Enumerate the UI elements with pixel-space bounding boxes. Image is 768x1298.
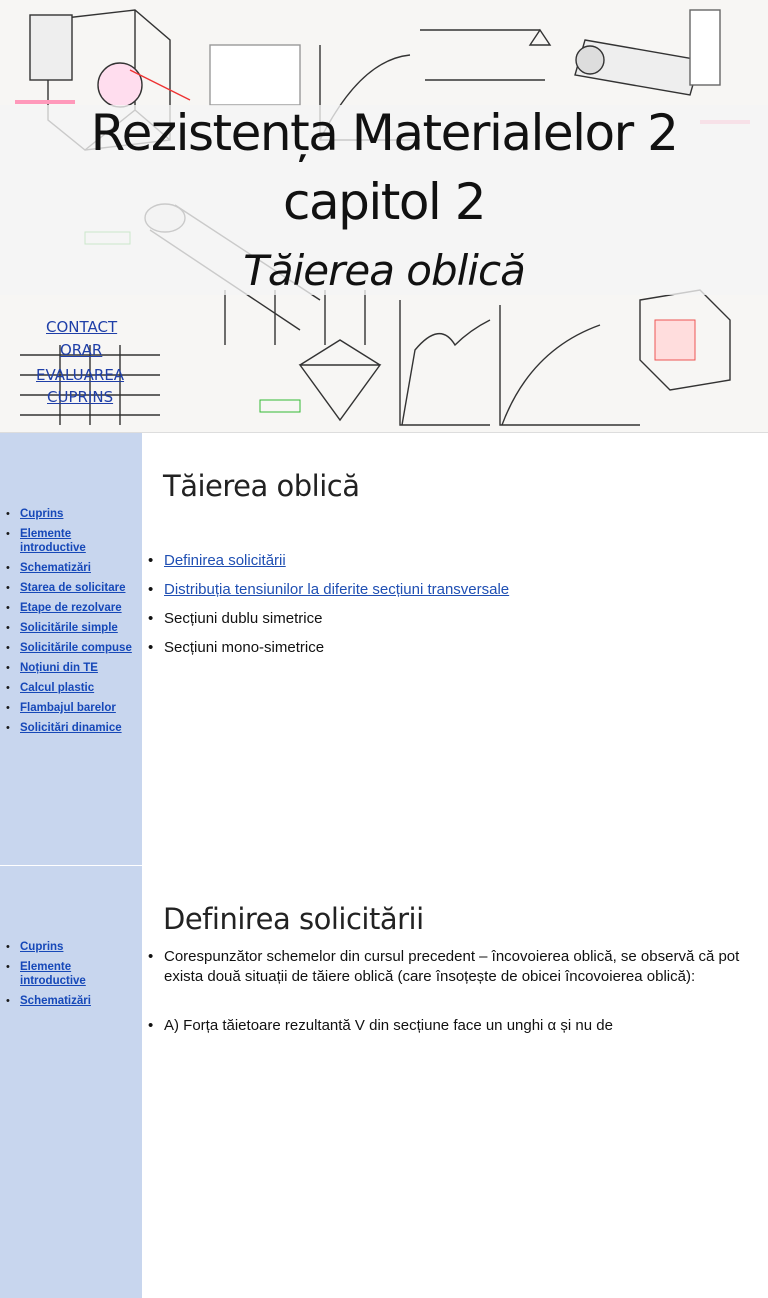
slide-title-line2: capitol 2 (282, 173, 486, 231)
sidebar-item (6, 994, 138, 1008)
sidebar-link-compuse[interactable]: Solicitările compuse (20, 642, 132, 654)
bullet-item: • Distribuția tensiunilor la diferite secțiuni transversale (148, 581, 510, 598)
contact-link[interactable]: CONTACT (46, 318, 118, 336)
sidebar-link-simple[interactable]: Solicitările simple (20, 622, 118, 634)
contents-slide (0, 433, 768, 865)
cuprins-link[interactable]: CUPRINS (47, 388, 114, 406)
sidebar-item (6, 701, 138, 715)
sidebar-item (6, 601, 138, 615)
sidebar-link-schematizari[interactable]: Schematizări (20, 562, 91, 574)
sidebar-nav (6, 940, 138, 1014)
sidebar-link-cuprins[interactable]: Cuprins (20, 941, 64, 953)
bullet-text: A) Forța tăietoare rezultantă V din secțiune face un unghi α și nu de (164, 1017, 613, 1034)
sidebar-link-notiuni[interactable]: Noțiuni din TE (20, 662, 98, 674)
title-slide (0, 0, 768, 433)
sidebar-item (6, 681, 138, 695)
sidebar-item (6, 661, 138, 675)
sidebar-link-calcul[interactable]: Calcul plastic (20, 682, 95, 694)
sidebar-link-dinamice[interactable]: Solicitări dinamice (20, 722, 122, 734)
bullet-item: • Corespunzător schemelor din cursul precedent – încovoierea oblică, se observă că pot exista două situații de tăiere oblică (care însoțește de obicei încovoierea oblică): (148, 947, 748, 987)
bullet-item: • Secțiuni mono-simetrice (148, 638, 748, 658)
bullet-item: • A) Forța tăietoare rezultantă V din secțiune face un unghi α și nu de (148, 1016, 748, 1036)
sidebar-item (6, 581, 138, 595)
sidebar-link-schematizari[interactable]: Schematizări (20, 995, 91, 1007)
sidebar-link-cuprins[interactable]: Cuprins (20, 508, 64, 520)
sidebar-item (6, 721, 138, 735)
bullet-text: Secțiuni mono-simetrice (164, 639, 325, 656)
slide-title-line1: Rezistența Materialelor 2 (90, 104, 678, 162)
sidebar-item (6, 527, 138, 555)
distributia-link[interactable]: Distribuția tensiunilor la diferite secțiuni transversale (164, 581, 510, 598)
bullet-text: Secțiuni dublu simetrice (164, 610, 323, 627)
sidebar-link-starea[interactable]: Starea de solicitare (20, 582, 126, 594)
sidebar-nav (6, 507, 138, 741)
sidebar-link-elemente[interactable]: Elemente introductive (20, 528, 86, 554)
bullet-item: • Definirea solicitării (148, 552, 286, 569)
bullet-text: Corespunzător schemelor din cursul precedent – încovoierea oblică, se observă că pot exista două situații de tăiere oblică (care însoțește de obicei încovoierea oblică): (164, 948, 740, 985)
sidebar (0, 866, 142, 1298)
sidebar (0, 433, 142, 865)
slide-heading: Tăierea oblică (163, 469, 360, 503)
sidebar-item (6, 960, 138, 988)
sidebar-item (6, 507, 138, 521)
sidebar-item (6, 561, 138, 575)
evaluarea-link[interactable]: EVALUAREA (36, 366, 125, 384)
slide-heading: Definirea solicitării (163, 902, 424, 936)
orar-link[interactable]: ORAR (60, 341, 103, 359)
definition-slide (0, 866, 768, 1298)
sidebar-link-flambaj[interactable]: Flambajul barelor (20, 702, 116, 714)
sidebar-link-etape[interactable]: Etape de rezolvare (20, 602, 122, 614)
slide-subtitle: Tăierea oblică (243, 246, 525, 295)
definirea-link[interactable]: Definirea solicitării (164, 552, 286, 569)
sidebar-item (6, 940, 138, 954)
sidebar-link-elemente[interactable]: Elemente introductive (20, 961, 86, 987)
sidebar-item (6, 641, 138, 655)
bullet-item: • Secțiuni dublu simetrice (148, 609, 748, 629)
sidebar-item (6, 621, 138, 635)
